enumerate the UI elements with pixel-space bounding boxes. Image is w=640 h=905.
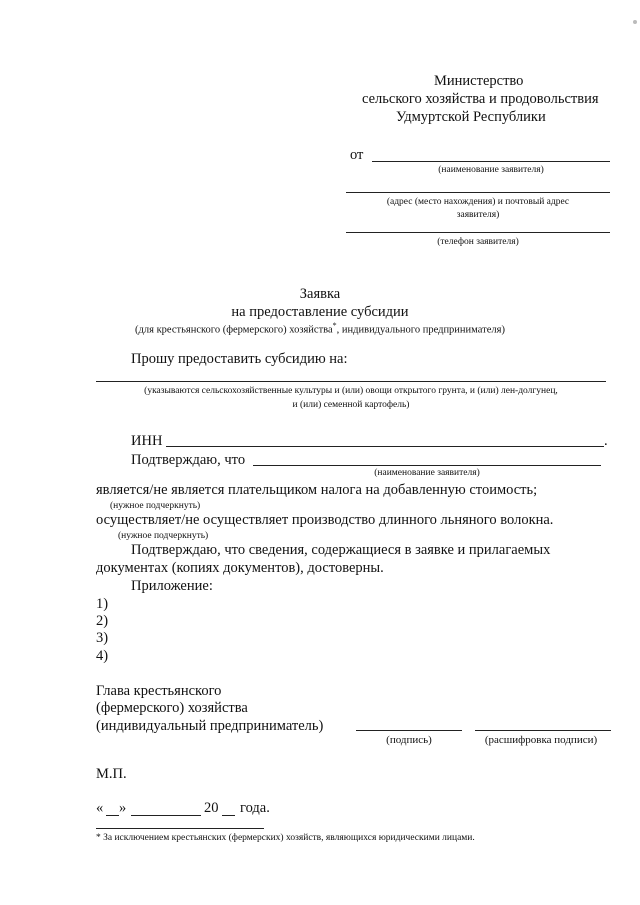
- applicant-address-caption-1: (адрес (место нахождения) и почтовый адрес: [386, 197, 570, 207]
- vat-status-note: (нужное подчеркнуть): [110, 501, 201, 511]
- subsidy-purpose-line[interactable]: [96, 381, 606, 382]
- applicant-address-line[interactable]: [346, 192, 610, 193]
- flax-production-text: осуществляет/не осуществляет производство длинного льняного волокна.: [96, 512, 554, 528]
- vat-status-text: является/не является плательщиком налога на добавленную стоимость;: [96, 482, 538, 498]
- inn-label: ИНН: [131, 433, 163, 449]
- signatory-line-3: (индивидуальный предприниматель): [96, 718, 324, 734]
- confirm-applicant-line[interactable]: [253, 465, 601, 466]
- attachment-item-3: 3): [96, 630, 109, 646]
- footnote-separator: [96, 828, 264, 829]
- doc-subtitle-note: [0, 321, 640, 336]
- recipient-line-1: Министерство: [434, 73, 524, 89]
- applicant-phone-caption: (телефон заявителя): [437, 237, 519, 247]
- truth-confirm-line-2: документах (копиях документов), достоверны.: [96, 560, 384, 576]
- from-prefix: от: [350, 147, 364, 163]
- recipient-line-2: сельского хозяйства и продовольствия: [362, 91, 599, 107]
- date-month-field[interactable]: [131, 815, 201, 816]
- attachment-item-2: 2): [96, 613, 109, 629]
- subtitle-note-after: , индивидуального предпринимателя): [336, 324, 505, 336]
- doc-subtitle: на предоставление субсидии: [231, 304, 409, 320]
- date-close-quote: »: [119, 800, 127, 816]
- attachment-item-1: 1): [96, 596, 109, 612]
- signatory-line-1: Глава крестьянского: [96, 683, 222, 699]
- date-year-prefix: 20: [204, 800, 219, 816]
- applicant-address-caption-2: заявителя): [456, 210, 500, 220]
- request-text: Прошу предоставить субсидию на:: [131, 351, 348, 367]
- subtitle-note-star: *: [332, 321, 337, 330]
- applicant-name-caption: (наименование заявителя): [438, 165, 544, 175]
- date-open-quote: «: [96, 800, 104, 816]
- recipient-line-3: Удмуртской Республики: [396, 109, 546, 125]
- confirm-text: Подтверждаю, что: [131, 452, 246, 468]
- attachment-item-4: 4): [96, 648, 109, 664]
- flax-production-note: (нужное подчеркнуть): [118, 531, 209, 541]
- stamp-place: М.П.: [96, 766, 127, 782]
- subtitle-note-before: (для крестьянского (фермерского) хозяйства: [135, 324, 333, 336]
- confirm-applicant-caption: (наименование заявителя): [374, 468, 480, 478]
- subsidy-purpose-caption-1: (указываются сельскохозяйственные культуры и (или) овощи открытого грунта, и (или) лен-долгунец,: [144, 386, 558, 396]
- signature-decode-line[interactable]: [475, 730, 611, 731]
- signatory-line-2: (фермерского) хозяйства: [96, 700, 248, 716]
- applicant-name-line[interactable]: [372, 161, 610, 162]
- date-year-field[interactable]: [222, 815, 235, 816]
- signature-decode-caption: (расшифровка подписи): [484, 734, 598, 746]
- inn-field[interactable]: [166, 446, 604, 447]
- signature-caption: (подпись): [386, 734, 432, 746]
- attachments-label: Приложение:: [131, 578, 213, 594]
- date-day-field[interactable]: [106, 815, 119, 816]
- subsidy-purpose-caption-2: и (или) семенной картофель): [292, 400, 410, 410]
- applicant-phone-line[interactable]: [346, 232, 610, 233]
- inn-end: .: [604, 433, 608, 449]
- page-edge-mark: [633, 20, 637, 24]
- signature-line[interactable]: [356, 730, 462, 731]
- doc-title: Заявка: [299, 286, 341, 302]
- footnote: * За исключением крестьянских (фермерских) хозяйств, являющихся юридическими лицами.: [96, 833, 475, 843]
- date-suffix: года.: [240, 800, 270, 816]
- truth-confirm-line-1: Подтверждаю, что сведения, содержащиеся в заявке и прилагаемых: [131, 542, 551, 558]
